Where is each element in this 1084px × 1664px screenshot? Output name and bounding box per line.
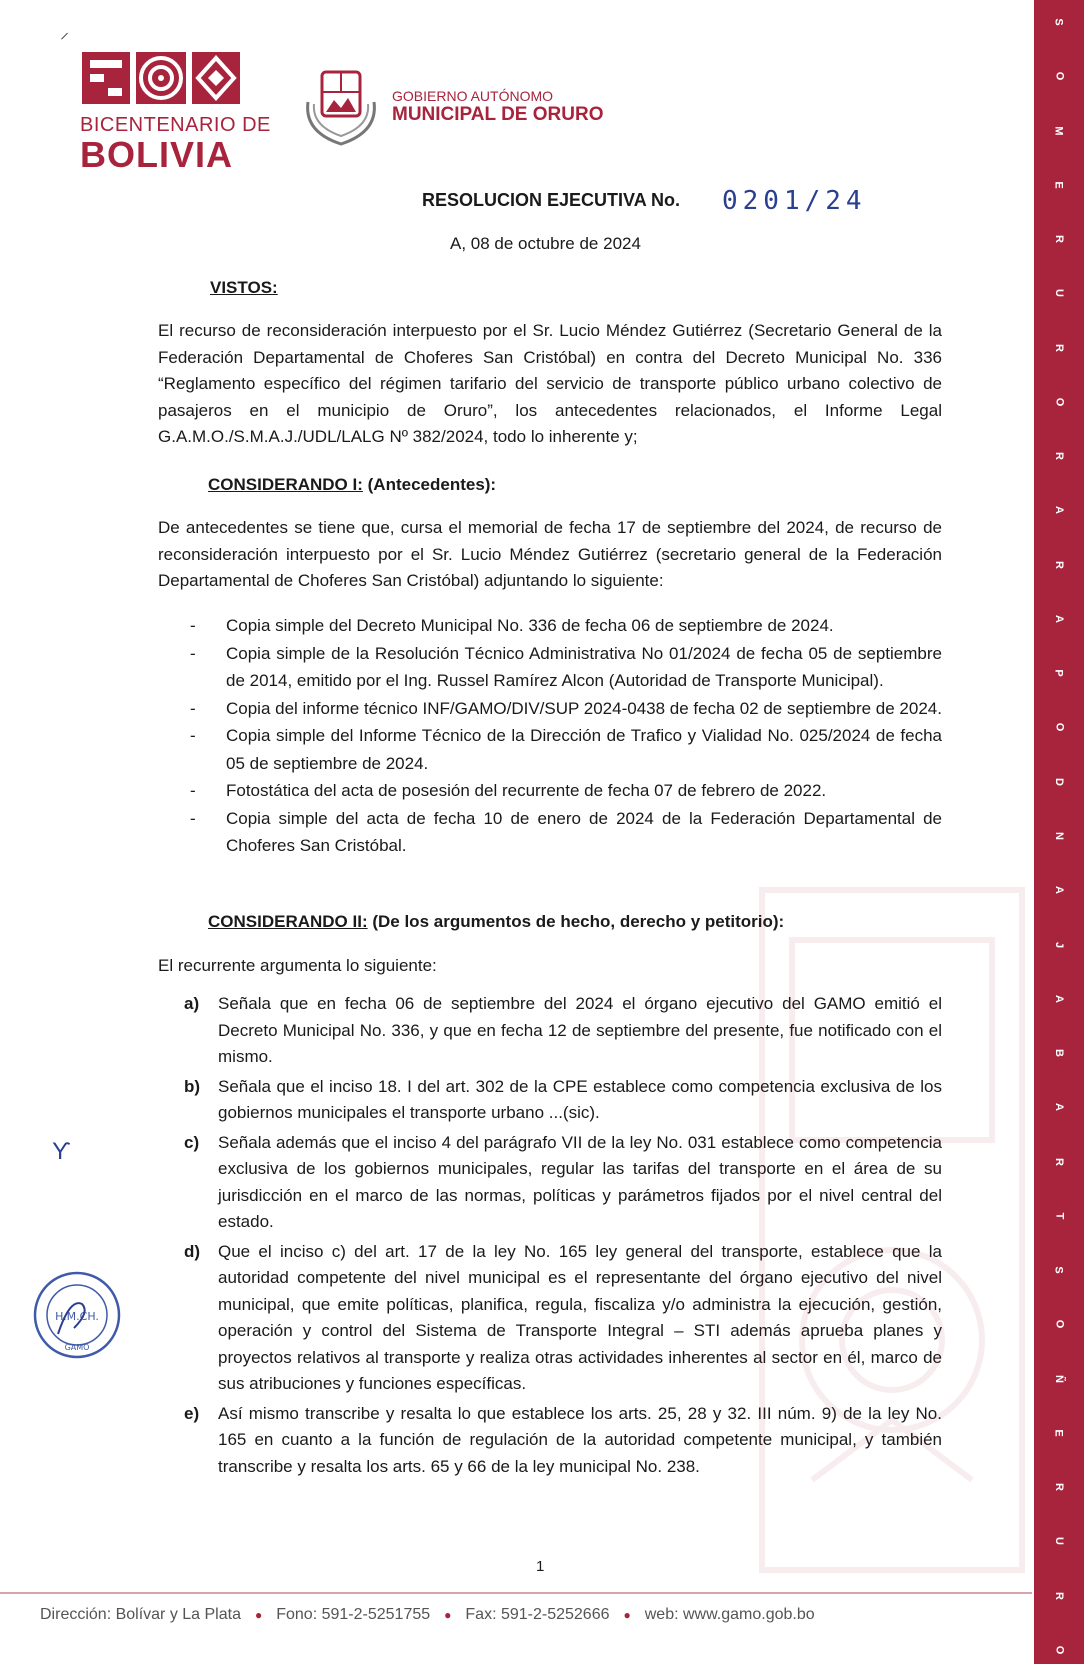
side-slogan-letters [1034, 16, 1084, 1656]
vistos-text: El recurso de reconsideración interpuesto por el Sr. Lucio Méndez Gutiérrez (Secretario General de la Federación Departamental de Choferes San Cristóbal) en contra del Decreto Municipal No. 336 “Reglamento específico del régimen tarifario del servicio de transporte público urbano colectivo de pasajeros en el municipio de Oruro”, los antecedentes relacionados, el Informe Legal G.A.M.O./S.M.A.J./UDL/LALG Nº 382/2024, todo lo inherente y; [158, 321, 942, 446]
bicentenario-line1: BICENTENARIO DE [80, 114, 271, 136]
side-slogan-letter: A [1052, 994, 1065, 1003]
side-slogan-letter: O [1053, 723, 1065, 732]
list-item: - Fotostática del acta de posesión del recurrente de fecha 07 de febrero de 2022. [190, 781, 827, 800]
side-slogan-letter: R [1052, 343, 1065, 352]
svg-text:H.M.CH.: H.M.CH. [55, 1310, 99, 1323]
bicentenario-glyph-icon [80, 50, 260, 106]
list-item: - Copia simple del Decreto Municipal No. 336 de fecha 06 de septiembre de 2024. [190, 616, 834, 635]
side-slogan-letter: O [1053, 1645, 1065, 1655]
list-item: d) Que el inciso c) del art. 17 de la ley No. 165 ley general del transporte, establece que la autoridad competente del nivel municipal es el representante del órgano ejecutivo del nivel municipal, que emite políticas, planifica, regula, fiscaliza y/o administra la ejecución, gestión, operación y control del Sistema de Transporte Integral – STI además aprueba planes y proyectos relativos al transporte y realiza otras actividades inherentes al sector en él, marco de sus atribuciones y funciones específicas. [184, 1241, 942, 1393]
side-slogan-letter: O [1053, 397, 1065, 407]
side-slogan-letter: M [1052, 125, 1065, 136]
side-slogan-letter: Ñ [1052, 1374, 1065, 1383]
footer-address: Dirección: Bolívar y La Plata [40, 1606, 241, 1623]
bullet-separator-icon: ● [444, 1608, 452, 1622]
side-slogan-letter: A [1052, 1103, 1065, 1112]
bullet-separator-icon: ● [623, 1608, 631, 1622]
side-slogan-letter: R [1052, 235, 1065, 244]
footer-divider [0, 1592, 1032, 1594]
list-item: b) Señala que el inciso 18. I del art. 302 de la CPE establece como competencia exclusiva de los gobiernos municipales el transporte urbano ...(sic). [184, 1076, 942, 1122]
handwritten-margin-mark: ϒ [52, 1138, 71, 1165]
side-slogan-band [1034, 0, 1084, 1664]
side-slogan-letter: S [1053, 1266, 1065, 1274]
list-item: - Copia simple del acta de fecha 10 de enero de 2024 de la Federación Departamental de Choferes San Cristóbal. [190, 808, 942, 855]
resolution-date: A, 08 de octubre de 2024 [450, 234, 641, 253]
side-slogan-letter: R [1052, 1591, 1065, 1600]
side-slogan-letter: P [1053, 669, 1065, 677]
footer-web[interactable]: web: www.gamo.gob.bo [644, 1606, 815, 1623]
list-item: - Copia del informe técnico INF/GAMO/DIV/SUP 2024-0438 de fecha 02 de septiembre de 2024. [190, 698, 942, 718]
side-slogan-letter: U [1052, 1537, 1065, 1546]
side-slogan-letter: S [1053, 18, 1065, 26]
side-slogan-letter: T [1052, 1212, 1065, 1220]
list-item: - Copia simple del Informe Técnico de la Dirección de Trafico y Vialidad No. 025/2024 de fecha 05 de septiembre de 2024. [190, 726, 942, 773]
page-number: 1 [536, 1558, 545, 1575]
side-slogan-letter: N [1052, 832, 1065, 840]
official-stamp-icon [30, 1268, 124, 1362]
background-pattern-icon [752, 880, 1032, 1580]
side-slogan-letter: A [1052, 614, 1065, 623]
list-item: - Copia simple de la Resolución Técnico Administrativa No 01/2024 de fecha 05 de septiembre de 2014, emitido por el Ing. Russel Ramírez Alcon (Autoridad de Transporte Municipal). [190, 643, 942, 690]
side-slogan-letter: A [1052, 506, 1065, 515]
side-slogan-letter: R [1052, 1157, 1065, 1166]
side-slogan-letter: O [1053, 71, 1065, 81]
side-slogan-letter: A [1052, 886, 1065, 895]
side-slogan-letter: R [1052, 560, 1065, 569]
side-slogan-letter: D [1052, 777, 1065, 786]
side-slogan-letter: E [1053, 1429, 1065, 1437]
svg-text:GAMO: GAMO [64, 1343, 90, 1352]
considerando2-intro: El recurrente argumenta lo siguiente: [158, 956, 437, 975]
bicentenario-line2: BOLIVIA [80, 134, 234, 175]
list-item: a) Señala que en fecha 06 de septiembre del 2024 el órgano ejecutivo del GAMO emitió el Decreto Municipal No. 336, y que en fecha 12 de septiembre del presente, fue notificado con el mismo. [184, 994, 942, 1066]
footer-phone: Fono: 591-2-5251755 [276, 1606, 431, 1623]
side-slogan-letter: B [1052, 1049, 1065, 1058]
gov-line1: GOBIERNO AUTÓNOMO [392, 88, 554, 104]
attachments-list [186, 612, 942, 860]
side-slogan-letter: U [1052, 289, 1065, 298]
list-item: c) Señala además que el inciso 4 del parágrafo VII de la ley No. 031 establece como competencia exclusiva de los gobiernos municipales, regular las tarifas del transporte en el área de su jurisdicción en el marco de las normas, políticas y parámetros fijados por el nivel central del estado. [184, 1132, 942, 1231]
side-slogan-letter: R [1052, 1483, 1065, 1492]
municipal-seal-icon [300, 62, 382, 148]
list-item: e) Así mismo transcribe y resalta lo que establece los arts. 25, 28 y 32. III núm. 9) de la ley No. 165 en cuanto a la función de regulación de la autoridad competente municipal, y también transcribe y resalta los arts. 65 y 66 de la ley municipal No. 238. [184, 1403, 942, 1476]
considerando1-heading: CONSIDERANDO I: (Antecedentes): [208, 475, 497, 494]
considerando2-heading: CONSIDERANDO II: (De los argumentos de hecho, derecho y petitorio): [208, 912, 785, 931]
resolution-number: 0201/24 [722, 186, 867, 216]
footer [40, 1606, 1032, 1624]
side-slogan-letter: R [1052, 452, 1065, 461]
handwritten-mark: ⸝ [60, 22, 69, 42]
bicentenario-logo [80, 50, 271, 175]
vistos-heading: VISTOS: [210, 278, 278, 297]
resolution-title: RESOLUCION EJECUTIVA No. [422, 190, 681, 210]
footer-fax: Fax: 591-2-5252666 [465, 1606, 610, 1623]
gov-line2: MUNICIPAL DE ORURO [392, 104, 604, 125]
considerando1-intro: De antecedentes se tiene que, cursa el memorial de fecha 17 de septiembre del 2024, de recurso de reconsideración interpuesto por el Sr. Lucio Méndez Gutiérrez (secretario general de la Federación Departamental de Choferes San Cristóbal) adjuntando lo siguiente: [158, 518, 942, 590]
side-slogan-letter: O [1053, 1320, 1065, 1329]
side-slogan-letter: E [1053, 181, 1065, 189]
bullet-separator-icon: ● [254, 1608, 263, 1622]
side-slogan-letter: J [1053, 941, 1065, 948]
